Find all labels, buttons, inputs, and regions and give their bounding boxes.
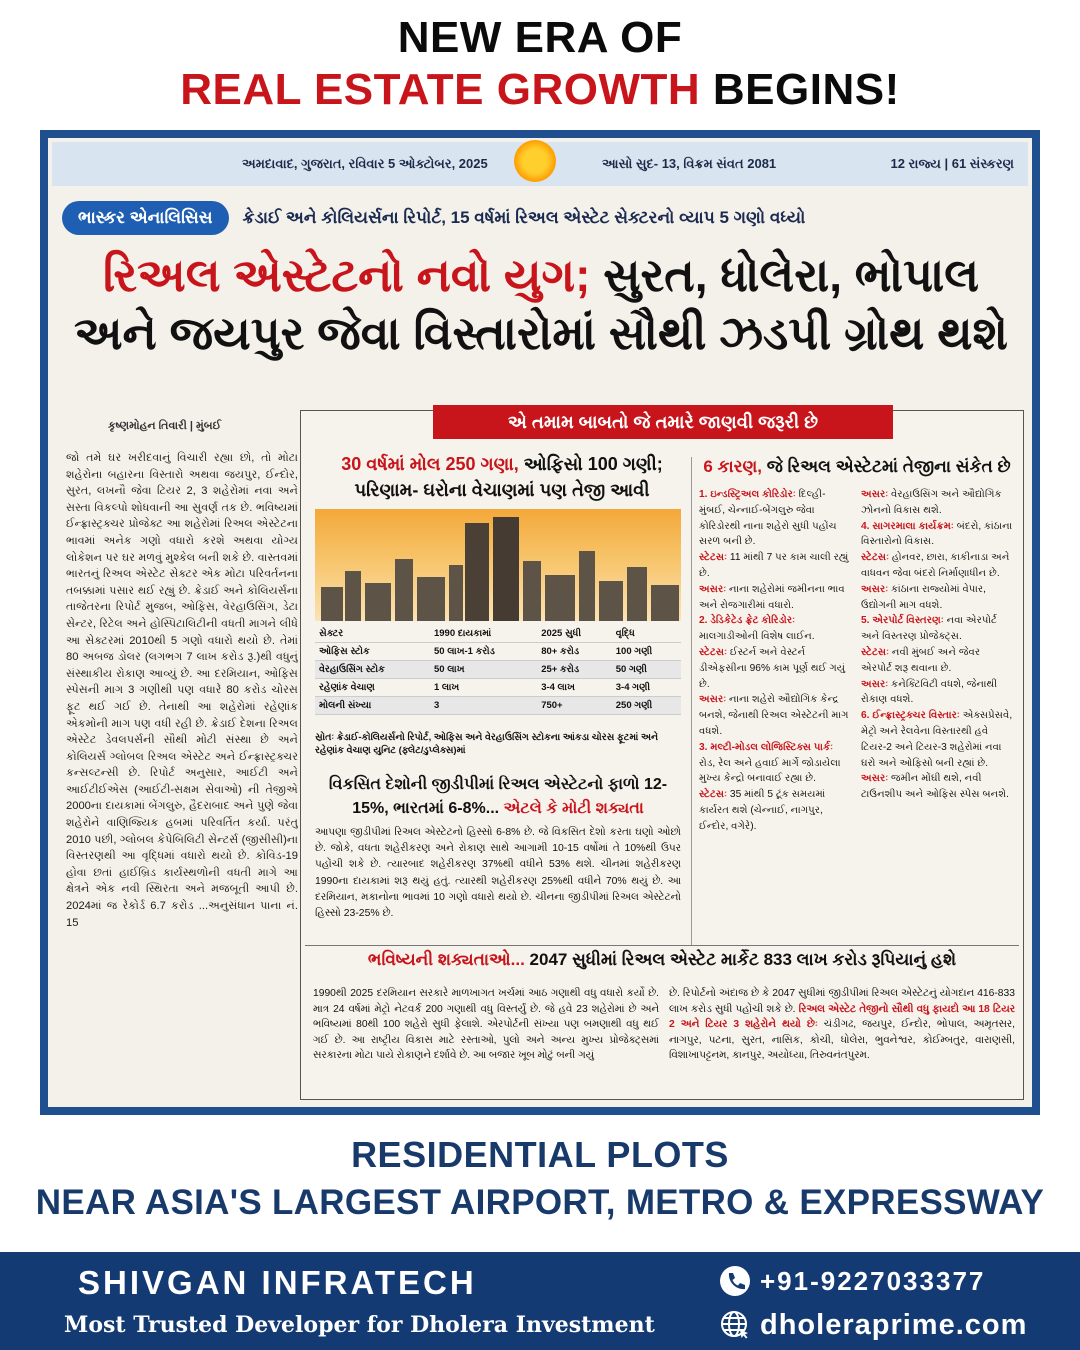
table-cell: વેરહાઉસિંગ સ્ટોક	[315, 661, 430, 679]
gdp-head-black: વિકસિત દેશોની જીડીપીમાં રિઅલ એસ્ટેટનો ફાળો 12-15%, ભારતમાં 6-8%...	[328, 776, 668, 817]
future-head-red: ભવિષ્યની શક્યતાઓ...	[367, 950, 525, 969]
gdp-head-red: એટલે કે મોટી શક્યતા	[503, 800, 644, 817]
table-cell: 80+ કરોડ	[537, 643, 612, 661]
reason-item-text: નવી મુંબઈ અને જેવર એરપોર્ટ શરૂ થવાના છે.	[861, 646, 981, 674]
gdp-body: આપણા જીડીપીમાં રિઅલ એસ્ટેટનો હિસ્સો 6-8% છે. જે વિકસિત દેશો કરતા ઘણો ઓછો છે. જોકે, વધતા શહેરીકરણ અને રોકાણ સાથે આગામી 10-15 વર્ષોમાં તે 10%થી ઉપર પહોંચી શકે છે. ત્યારબાદ શહેરીકરણ 37%થી વધીને 53% થશે. ચીનમાં શહેરીકરણ 1990ના દાયકામાં શરૂ થયું હતું. ત્યારથી શહેરીકરણ 25%થી વધીને 70% થયું છે. આ દરમિયાન, મકાનોના ભાવમાં 10 ગણો વધારો થયો છે. ચીનના જીડીપીમાં રિઅલ એસ્ટેટનો હિસ્સો 23-25% છે.	[315, 827, 681, 920]
mall-head-line2: પરિણામ- ઘરોના વેચાણમાં પણ તેજી આવી	[354, 480, 650, 500]
headline-black-text: BEGINS!	[712, 65, 900, 114]
company-name: SHIVGAN INFRATECH	[78, 1264, 477, 1301]
table-cell: 3	[430, 697, 537, 715]
masthead-dateline: અમદાવાદ, ગુજરાત, રવિવાર 5 ઓક્ટોબર, 2025	[242, 156, 488, 171]
table-cell: મોલની સંખ્યા	[315, 697, 430, 715]
reason-item-text: નાના શહેરો ઔદ્યોગિક કેન્દ્ર બનશે, જેનાથી રિઅલ એસ્ટેટની માગ વધશે.	[699, 694, 849, 737]
table-header: સેક્ટર	[315, 625, 430, 643]
table-cell: 50 લાખ	[430, 661, 537, 679]
table-cell: 50 ગણી	[612, 661, 681, 679]
reason-item	[861, 613, 1013, 645]
info-box-banner: એ તમામ બાબતો જે તમારે જાણવી જરૂરી છે	[433, 405, 893, 439]
reason-item-label: 1. ઇન્ડસ્ટ્રિઅલ કોરિડોરઃ	[699, 489, 796, 500]
future-section	[305, 945, 1019, 1095]
reason-item-text: દિલ્હી-મુંબઈ, ચેન્નાઈ-બેંગલુરુ જેવા કોરિડોરથી નાના શહેરો સુધી પહોંચ સરળ બની છે.	[699, 489, 837, 548]
masthead-samvat: આસો સુદ- 13, વિક્રમ સંવત 2081	[602, 156, 777, 171]
company-tagline: Most Trusted Developer for Dholera Investment	[64, 1312, 655, 1338]
reason-item-text: નવા એરપોર્ટ અને વિસ્તરણ પ્રોજેક્ટ્સ.	[861, 615, 997, 643]
table-cell: 3-4 ગણી	[612, 679, 681, 697]
reason-item	[861, 708, 1013, 771]
plots-line1: RESIDENTIAL PLOTS	[351, 1134, 729, 1175]
table-cell: રહેણાંક વેચાણ	[315, 679, 430, 697]
footer-bar	[0, 1252, 1080, 1350]
reason-item-text: એક્સપ્રેસવે, મેટ્રો અને રેલવેના વિસ્તારથી હવે ટિયર-2 અને ટિયર-3 શહેરોમાં નવા ઘરો અને ઓફિસો બની રહ્યાં છે.	[861, 710, 1013, 769]
byline: કૃષ્ણમોહન તિવારી | મુંબઈ	[108, 420, 222, 432]
reason-item-label: 4. સાગરમાલા કાર્યક્રમઃ	[861, 520, 954, 532]
reason-item-label: સ્ટેટસઃ	[699, 789, 728, 801]
reason-item-text: કાંઠાના રાજ્યોમાં વેપાર, ઉદ્યોગની માગ વધશે.	[861, 583, 987, 611]
six-head-black: જે રિઅલ એસ્ટેટમાં તેજીના સંકેત છે	[766, 457, 1011, 476]
article-title	[58, 246, 1024, 362]
reason-item-text: નાના શહેરોમાં જમીનના ભાવ અને રોજગારીમાં વધારો.	[699, 583, 845, 611]
reason-item-text: 11 માંથી 7 પર કામ ચાલી રહ્યું છે.	[699, 552, 849, 579]
table-cell: 1 લાખ	[430, 679, 537, 697]
headline-line1: NEW ERA OF	[397, 13, 683, 62]
reason-item	[699, 645, 851, 692]
article-title-black: સુરત, ધોલેરા, ભોપાલ	[603, 249, 980, 301]
reason-item-label: અસરઃ	[699, 694, 727, 706]
table-cell: 250 ગણી	[612, 697, 681, 715]
article-body-left: જો તમે ઘર ખરીદવાનું વિચારી રહ્યા છો, તો મોટા શહેરોના બહારના વિસ્તારો અથવા જયપુર, ઈન્દોર, સુરત, લખનૌ જેવા ટિયર 2, 3 શહેરોમાં નવા અને સસ્તા વિકલ્પો શોધવાની આ સુવર્ણ તક છે. ભવિષ્યમાં ઈન્ફ્રાસ્ટ્રક્ચર પ્રોજેક્ટ આ શહેરોમાં રિઅલ એસ્ટેટના ભાવમાં અનેક ગણો વધારો કરશે અથવા યોગ્ય લોકેશન પર ઘર મળવું મુશ્કેલ બની શકે છે. વાસ્તવમાં ભારતનું રિઅલ એસ્ટેટ સેક્ટર એક મોટા પરિવર્તનના તબક્કામાં પસાર થઈ રહ્યું છે. ક્રેડાઈ અને કોલિયર્સના તાજેતરના રિપોર્ટ મુજબ, ઓફિસ, વેરહાઉસિંગ, ડેટા સેન્ટર, રિટેલ અને હોસ્પિટાલિટીની વધતી માગને લીધે આ સેક્ટરમાં 2010થી 5 ગણો વધારો થયો છે. તેમાં 80 અબજ ડોલર (લગભગ 7 લાખ કરોડ રૂ.)થી વધુનું સંસ્થાકીય રોકાણ આવ્યું છે. આ દરમિયાન, ઓફિસ સ્પેસની માગ 3 ગણીથી પણ વધારે 80 કરોડ ચોરસ ફૂટ થઈ ગઈ છે. તેનાથી આ શહેરોમાં રહેણાંક એકમોની માગ પણ વધી રહી છે. ક્રેડાઈ દેશના રિઅલ એસ્ટેટ ડેવલપર્સની સૌથી મોટી સંસ્થા છે અને કોલિયર્સ ગ્લોબલ રિઅલ એસ્ટેટ અને ઈન્ફ્રાસ્ટ્રક્ચર કન્સલ્ટન્સી છે. રિપોર્ટ અનુસાર, આઈટી અને આઈટીઈએસ (આઈટી-સક્ષમ સેવાઓ) ની તેજીએ 2000ના દાયકામાં બેંગલુરુ, હૈદરાબાદ અને પુણે જેવા શહેરોને વાણિજ્યિક હબમાં પરિવર્તિત કર્યા. પરંતુ 2010 પછી, ગ્લોબલ કેપેબિલિટી સેન્ટર્સ (જીસીસી)ના વિસ્તરણથી આ વૃદ્ધિમાં વધારો થયો છે. કોવિડ-19 હોવા છતાં હાઈબ્રિડ કાર્યસ્થળોની વધતી માગે આ ક્ષેત્રને એક નવી સ્થિરતા અને મજબૂતી આપી છે. 2024માં જ રેકોર્ડ 6.7 કરોડ ...અનુસંધાન પાના નં. 15	[66, 452, 298, 929]
table-row	[315, 679, 681, 697]
reason-item	[861, 519, 1013, 551]
reason-item	[861, 582, 1013, 614]
article-title-line2: અને જયપુર જેવા વિસ્તારોમાં સૌથી ઝડપી ગ્રોથ થશે	[74, 307, 1008, 359]
page-headline	[0, 12, 1080, 116]
reason-item-label: 5. એરપોર્ટ વિસ્તરણઃ	[861, 615, 944, 627]
reason-item-label: સ્ટેટસઃ	[861, 646, 890, 658]
six-reasons-heading	[699, 457, 1015, 477]
article-subhead	[62, 198, 1022, 238]
reason-item-label: અસરઃ	[699, 583, 727, 595]
reason-item	[861, 550, 1013, 582]
headline-red-text: REAL ESTATE GROWTH	[180, 65, 701, 114]
table-cell: 3-4 લાખ	[537, 679, 612, 697]
table-header: 1990 દાયકામાં	[430, 625, 537, 643]
reason-item-label: અસરઃ	[861, 583, 889, 595]
future-head-black: 2047 સુધીમાં રિઅલ એસ્ટેટ માર્કેટ 833 લાખ કરોડ રૂપિયાનું હશે	[529, 950, 957, 969]
newspaper-clipping-frame	[40, 130, 1040, 1115]
reason-item-label: સ્ટેટસઃ	[699, 552, 728, 564]
reason-item-label: સ્ટેટસઃ	[861, 552, 890, 564]
reason-item	[699, 613, 851, 645]
reason-item-text: માલગાડીઓની વિશેષ લાઈન.	[699, 631, 815, 643]
reason-item-label: અસરઃ	[861, 678, 889, 690]
reason-item	[699, 692, 851, 739]
future-body-b-text: છે. રિપોર્ટનો અંદાજ છે કે 2047 સુધીમાં જીડીપીમાં રિઅલ એસ્ટેટનું યોગદાન 416-833 લાખ કરોડ સુધી પહોંચી શકે છે.	[669, 988, 1015, 1015]
table-row	[315, 661, 681, 679]
gdp-heading	[315, 773, 681, 821]
plots-heading	[0, 1132, 1080, 1228]
reason-item	[699, 487, 851, 550]
reason-item	[699, 740, 851, 787]
phone-icon	[718, 1264, 752, 1298]
globe-icon	[718, 1308, 752, 1342]
article-kicker: ક્રેડાઈ અને કોલિયર્સના રિપોર્ટ, 15 વર્ષમાં રિઅલ એસ્ટેટ સેક્ટરનો વ્યાપ 5 ગણો વધ્યો	[242, 208, 806, 227]
table-cell: 100 ગણી	[612, 643, 681, 661]
reason-item-label: 3. મલ્ટી-મોડલ લોજિસ્ટિક્સ પાર્કઃ	[699, 741, 834, 753]
table-row	[315, 697, 681, 715]
reason-item-text: કનેક્ટિવિટી વધશે, જેનાથી રોકાણ વધશે.	[861, 678, 998, 706]
reason-item-text: વેરહાઉસિંગ અને ઔદ્યોગિક ઝોનનો વિકાસ થશે.	[861, 489, 1002, 516]
reason-item-label: સ્ટેટસઃ	[699, 646, 728, 658]
reason-item-text: બંદરો, કાંઠાના વિસ્તારોનો વિકાસ.	[861, 520, 1013, 548]
table-cell: 750+	[537, 697, 612, 715]
future-body-b	[669, 986, 1015, 1064]
reason-item	[699, 582, 851, 614]
reason-item-text: રોડ, રેલ અને હવાઈ માર્ગે જોડાયેલા મુખ્ય કેન્દ્રો બનાવાઈ રહ્યા છે.	[699, 757, 841, 785]
reason-item-text: જમીન મોંઘી થશે, નવી ટાઉનશીપ અને ઓફિસ સ્પેસ બનશે.	[861, 773, 1009, 801]
reason-item	[861, 677, 1013, 709]
reason-item-text: ઈસ્ટર્ન અને વેસ્ટર્ન ડીએફસીના 96% કામ પૂર્ણ થઈ ગયું છે.	[699, 646, 846, 690]
reason-item-label: 2. ડેડિકેટેડ ફ્રેટ કોરિડોરઃ	[699, 615, 796, 627]
reason-item	[699, 787, 851, 834]
table-header: વૃદ્ધિ	[612, 625, 681, 643]
phone-number[interactable]: +91-9227033377	[760, 1265, 986, 1296]
table-cell: ઓફિસ સ્ટોક	[315, 643, 430, 661]
reason-item-label: અસરઃ	[861, 489, 889, 500]
reason-item-text: 35 માંથી 5 ટૂંક સમયમાં કાર્યરત થશે (ચેન્નાઈ, નાગપુર, ઈન્દોર, વગેરે).	[699, 789, 826, 832]
website-url[interactable]: dholeraprime.com	[760, 1308, 1028, 1341]
reason-item	[861, 487, 1013, 519]
phone-contact[interactable]	[718, 1264, 985, 1298]
city-skyline-image	[315, 509, 681, 621]
reason-item	[699, 550, 851, 582]
future-body-b-highlight: રિઅલ એસ્ટેટ તેજીનો સૌથી વધુ ફાયદો આ 18 ટિયર 2 અને ટિયર 3 શહેરોને થયો છેઃ	[669, 1003, 1015, 1031]
reason-item	[861, 771, 1013, 803]
column-divider	[691, 457, 692, 945]
future-body-b-cities: ચંડીગઢ, જયપુર, ઈન્દોર, ભોપાલ, અમૃતસર, નાગપુર, પટના, સુરત, નાસિક, કોચી, ધોલેરા, ભુવનેશ્વર, કોઈમ્બતુર, વારાણસી, વિશાખાપટ્ટનમ, કાનપુર, અયોધ્યા, તિરુવનંતપુરમ.	[669, 1019, 1015, 1062]
table-source-note: સ્રોતઃ ક્રેડાઈ-કોલિયર્સનો રિપોર્ટ, ઓફિસ અને વેરહાઉસિંગ સ્ટોકના આંકડા ચોરસ ફૂટમાં અને રહેણાંક વેચાણ યુનિટ (ફ્લેટ/ડુપ્લેક્સ)માં	[315, 732, 659, 756]
future-body-a: 1990થી 2025 દરમિયાન સરકારે માળખાગત ખર્ચમાં આઠ ગણાથી વધુ વધારો કર્યો છે. માત્ર 24 વર્ષમાં મેટ્રો નેટવર્ક 200 ગણાથી વધુ વિસ્તર્યું છે. જે હવે 23 શહેરોમાં છે અને ભવિષ્યમાં 80થી 100 શહેરો સુધી ફેલાશે. એરપોર્ટની સંખ્યા પણ બમણાથી વધુ થઈ ગઈ છે. આ રાષ્ટ્રીય વિકાસ માટે રસ્તાઓ, પુલો અને અન્ય મુખ્ય પ્રોજેક્ટ્સમાં સરકારના મોટા પાયે રોકાણને દર્શાવે છે. આ બજાર ખૂબ મોટું બની ગયું	[313, 988, 659, 1062]
sun-icon	[514, 140, 556, 182]
masthead-editions: 12 રાજ્ય | 61 સંસ્કરણ	[890, 156, 1014, 171]
reason-item-label: અસરઃ	[861, 773, 889, 785]
mall-head-black: ઓફિસો 100 ગણી;	[523, 454, 663, 474]
table-cell: 25+ કરોડ	[537, 661, 612, 679]
plots-line2: NEAR ASIA'S LARGEST AIRPORT, METRO & EXPRESSWAY	[35, 1183, 1045, 1222]
reason-item	[861, 645, 1013, 677]
headline-line2	[0, 64, 1080, 116]
growth-table	[315, 625, 681, 715]
article-title-red: રિઅલ એસ્ટેટનો નવો યુગ;	[102, 249, 591, 301]
analysis-badge: ભાસ્કર એનાલિસિસ	[62, 201, 229, 235]
future-heading	[305, 950, 1019, 970]
reason-item-text: હોનવર, છારા, કાકીનાડા અને વાધવન જેવા બંદરો નિર્માણાધીન છે.	[861, 552, 1010, 579]
article-title-line1	[58, 246, 1024, 304]
mall-growth-heading	[317, 451, 687, 503]
table-header: 2025 સુધી	[537, 625, 612, 643]
mall-head-red: 30 વર્ષમાં મોલ 250 ગણા,	[341, 454, 519, 474]
reason-item-label: 6. ઈન્ફ્રાસ્ટ્રક્ચર વિસ્તારઃ	[861, 710, 960, 722]
six-reasons-column-a	[699, 487, 851, 835]
table-row	[315, 643, 681, 661]
info-box	[300, 410, 1024, 1100]
six-reasons-column-b	[861, 487, 1013, 803]
six-head-red: 6 કારણ,	[703, 457, 763, 476]
website-link[interactable]	[718, 1308, 1027, 1342]
table-cell: 50 લાખ-1 કરોડ	[430, 643, 537, 661]
table-header-row	[315, 625, 681, 643]
newspaper-clipping	[48, 138, 1032, 1107]
